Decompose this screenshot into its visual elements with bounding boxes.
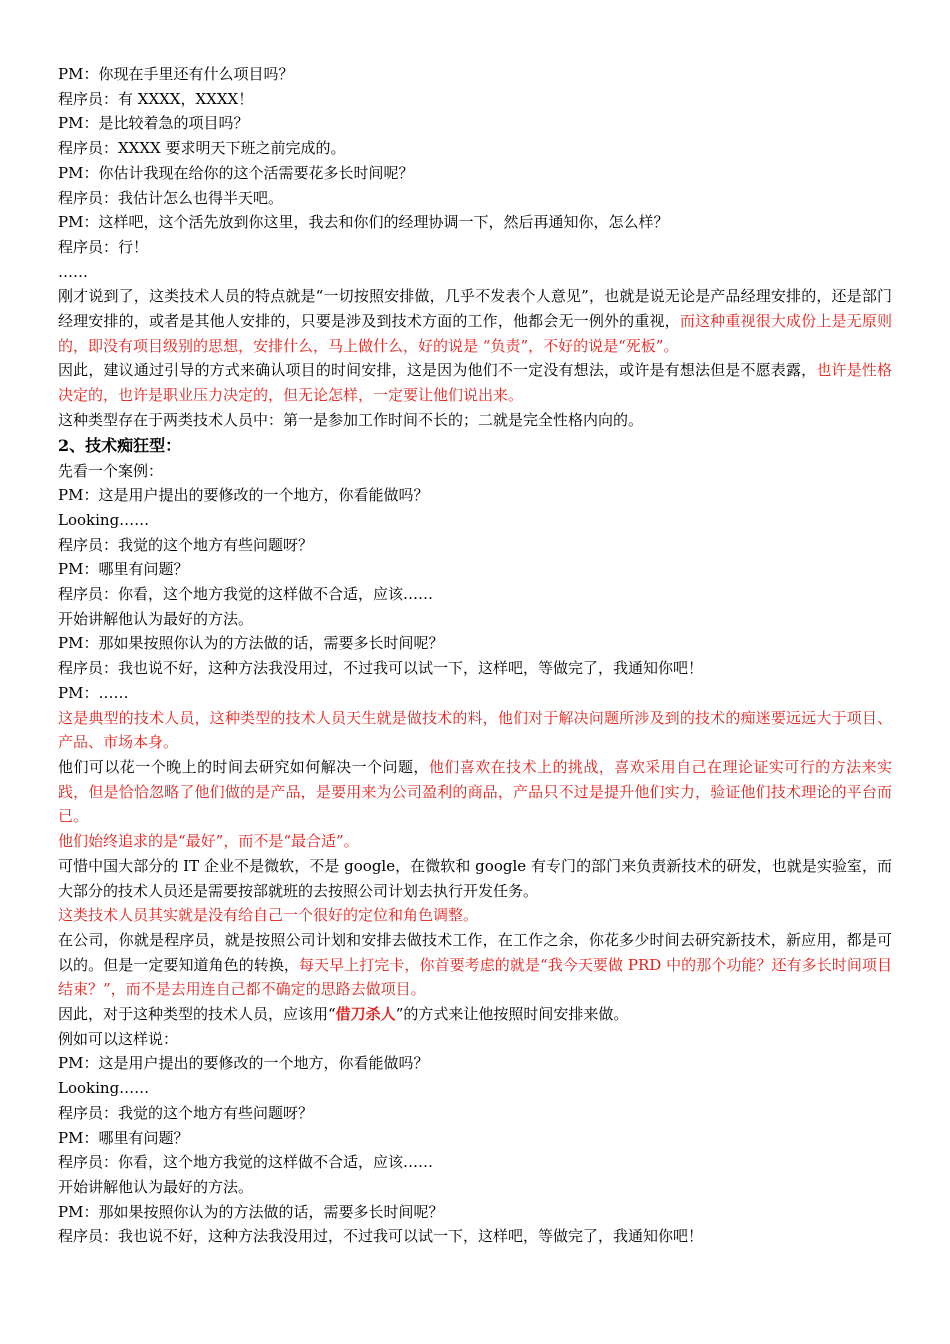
dialog-line: ……	[58, 262, 88, 281]
text-emphasis: 借刀杀人	[335, 1005, 396, 1024]
dialog-line: 程序员：我觉的这个地方有些问题呀？	[58, 1103, 314, 1122]
text-normal: 因此，建议通过引导的方式来确认项目的时间安排，这是因为他们不一定没有想法，或许是有想法但是不愿表露，	[58, 361, 817, 380]
paragraph-characteristics	[58, 284, 892, 358]
dialog-line: 程序员：XXXX 要求明天下班之前完成的。	[58, 139, 346, 158]
dialog-line: Looking……	[58, 1079, 150, 1098]
dialog-line: PM：哪里有问题？	[58, 560, 189, 579]
dialog-line: 程序员：有 XXXX，XXXX！	[58, 89, 254, 108]
dialog-1	[58, 62, 892, 284]
text-highlight: 也许是性格决定的，也许是职业压力决定的，但无论怎样，一定要让他们说出来。	[58, 361, 892, 405]
dialog-line: PM：是比较着急的项目吗？	[58, 114, 249, 133]
paragraph-companies: 可惜中国大部分的 IT 企业不是微软，不是 google，在微软和 google 有专门的部门来负责新技术的研发，也就是实验室，而大部分的技术人员还是需要按部就班的去按照公司计划去执行开发任务。	[58, 856, 892, 900]
dialog-2	[58, 483, 892, 705]
text-highlight: 而这种重视很大成份上是无原则的，即没有项目级别的思想，安排什么，马上做什么，好的说是 “负责”，不好的说是“死板”。	[58, 312, 892, 355]
dialog-line: PM：这是用户提出的要修改的一个地方，你看能做吗？	[58, 486, 429, 505]
paragraph-positioning: 这类技术人员其实就是没有给自己一个很好的定位和角色调整。	[58, 906, 479, 925]
text-normal: ”的方式来让他按照时间安排来做。	[395, 1005, 629, 1024]
dialog-line: 开始讲解他认为最好的方法。	[58, 1177, 254, 1196]
dialog-line: 开始讲解他认为最好的方法。	[58, 609, 254, 628]
dialog-line: PM：哪里有问题？	[58, 1128, 189, 1147]
dialog-line: 程序员：我也说不好，这种方法我没用过，不过我可以试一下，这样吧，等做完了，我通知你吧！	[58, 1227, 704, 1246]
text-highlight: 他们喜欢在技术上的挑战，喜欢采用自己在理论证实可行的方法来实践，但是恰恰忽略了他们做的是产品，是要用来为公司盈利的商品，产品只不过是提升他们实力，验证他们技术理论的平台而已。	[58, 757, 892, 826]
paragraph-best: 他们始终追求的是“最好”，而不是“最合适”。	[58, 832, 359, 851]
dialog-line: PM：你现在手里还有什么项目吗？	[58, 65, 294, 83]
dialog-line: PM：你估计我现在给你的这个活需要花多长时间呢？	[58, 163, 414, 182]
text-normal: 刚才说到了，这类技术人员的特点就是“一切按照安排做，几乎不发表个人意见”，也就是说无论是产品经理安排的，还是部门经理安排的，或者是其他人安排的，只要是涉及到技术方面的工作，他都会无一例外的重视，	[58, 287, 892, 331]
text-normal: 因此，对于这种类型的技术人员，应该用“	[58, 1005, 336, 1024]
text-normal: 在公司，你就是程序员，就是按照公司计划和安排去做技术工作，在工作之余，你花多少时间去研究新技术，新应用，都是可以的。但是一定要知道角色的转换，	[58, 930, 892, 974]
paragraph-types: 这种类型存在于两类技术人员中：第一是参加工作时间不长的；二就是完全性格内向的。	[58, 410, 644, 429]
dialog-line: 程序员：我觉的这个地方有些问题呀？	[58, 535, 314, 554]
paragraph-advice	[58, 358, 892, 407]
paragraph-typical: 这是典型的技术人员，这种类型的技术人员天生就是做技术的料，他们对于解决问题所涉及到的技术的痴迷要远远大于项目、产品、市场本身。	[58, 708, 892, 752]
dialog-3	[58, 1051, 892, 1249]
text-highlight: 每天早上打完卡，你首要考虑的就是“我今天要做 PRD 中的那个功能？还有多长时间项目结束？”，而不是去用连自己都不确定的思路去做项目。	[58, 955, 892, 999]
dialog-line: 程序员：行！	[58, 237, 149, 256]
dialog-line: Looking……	[58, 510, 150, 529]
case-intro: 先看一个案例：	[58, 461, 164, 480]
dialog-line: PM：那如果按照你认为的方法做的话，需要多长时间呢？	[58, 634, 444, 653]
dialog-line: 程序员：我也说不好，这种方法我没用过，不过我可以试一下，这样吧，等做完了，我通知你吧！	[58, 659, 704, 678]
example-intro: 例如可以这样说：	[58, 1029, 179, 1048]
dialog-line: PM：那如果按照你认为的方法做的话，需要多长时间呢？	[58, 1202, 444, 1221]
dialog-line: 程序员：我估计怎么也得半天吧。	[58, 188, 284, 207]
text-normal: 他们可以花一个晚上的时间去研究如何解决一个问题，	[58, 757, 429, 776]
paragraph-strategy	[58, 1002, 892, 1027]
dialog-line: PM：这是用户提出的要修改的一个地方，你看能做吗？	[58, 1054, 429, 1073]
paragraph-role	[58, 928, 892, 1002]
dialog-line: PM：这样吧，这个活先放到你这里，我去和你们的经理协调一下，然后再通知你，怎么样？	[58, 213, 669, 232]
dialog-line: 程序员：你看，这个地方我觉的这样做不合适，应该……	[58, 1153, 434, 1172]
paragraph-challenge	[58, 755, 892, 829]
section-heading: 2、技术痴狂型：	[58, 435, 182, 455]
dialog-line: 程序员：你看，这个地方我觉的这样做不合适，应该……	[58, 585, 434, 604]
dialog-line: PM：……	[58, 683, 129, 702]
